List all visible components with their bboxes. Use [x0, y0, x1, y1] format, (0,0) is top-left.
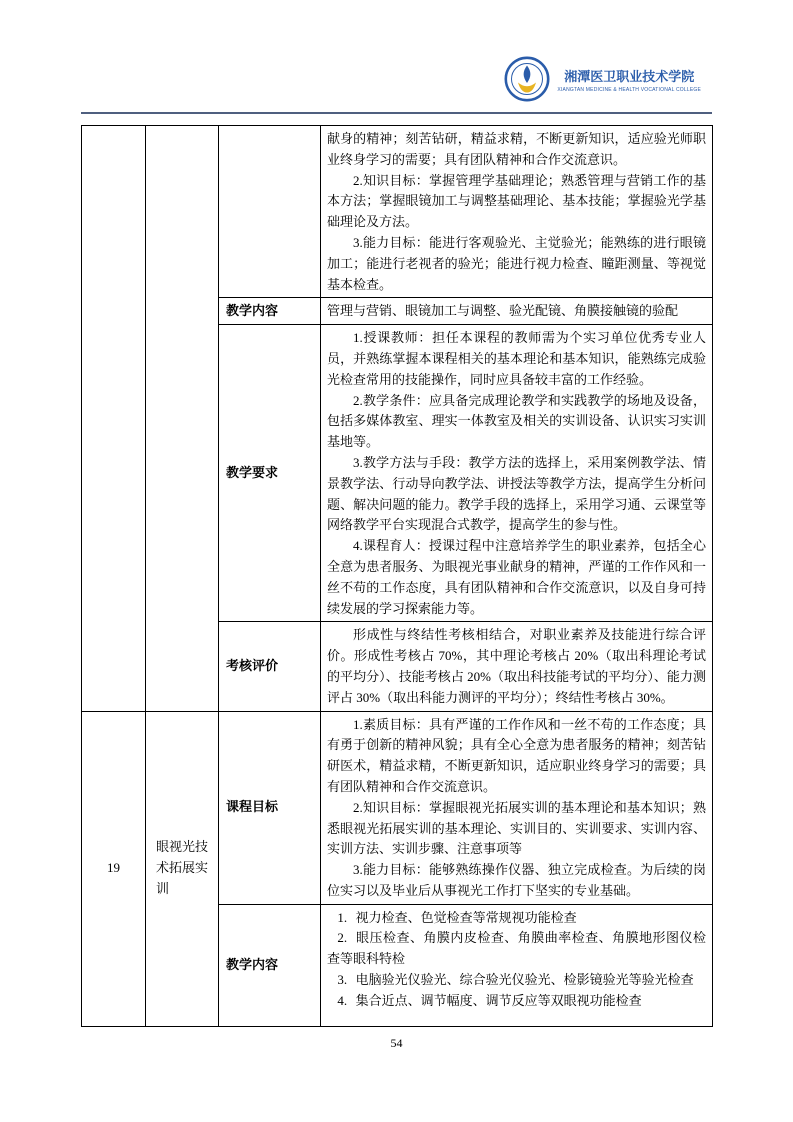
prev-assessment-cell: [321, 622, 713, 711]
list-item: [327, 970, 706, 991]
college-name-block: [557, 66, 701, 93]
paragraph: 1.素质目标：具有严谨的工作作风和一丝不苟的工作态度；具有勇于创新的精神风貌；具有全心全意为患者服务的精神；刻苦钻研医术，精益求精，不断更新知识，适应职业终身学习的需要；具有团队精神和合作交流意识。: [327, 716, 706, 794]
list-item: [327, 928, 706, 970]
page-header: [504, 56, 701, 102]
college-logo-icon: [504, 56, 550, 102]
list-item: [327, 908, 706, 929]
college-name-cn: 湘潭医卫职业技术学院: [564, 68, 695, 84]
course-outline-table: [81, 125, 713, 1027]
prev-teaching-requirements-cell: [321, 325, 713, 622]
list-item-number: 1.: [337, 909, 348, 925]
prev-teaching-requirements-label: 教学要求: [219, 325, 321, 622]
paragraph: 4.课程育人：授课过程中注意培养学生的职业素养，包括全心全意为患者服务、为眼视光事业献身的精神，严谨的工作作风和一丝不苟的工作态度，具有团队精神和合作交流意识，以及自身可持续发展的学习探索能力等。: [327, 538, 706, 616]
list-item: [327, 991, 706, 1012]
prev-course-name-cell: [146, 126, 219, 712]
paragraph: 献身的精神；刻苦钻研，精益求精，不断更新知识，适应验光师职业终身学习的需要；具有团队精神和合作交流意识。: [327, 131, 706, 167]
college-name-en: XIANGTAN MEDICINE & HEALTH VOCATIONAL COLLEGE: [557, 86, 701, 93]
page-number: 54: [390, 1036, 403, 1050]
list-item-text: 集合近点、调节幅度、调节反应等双眼视功能检查: [355, 992, 642, 1008]
prev-objectives-content-cell: [321, 126, 713, 298]
list-item-text: 电脑验光仪验光、综合验光仪验光、检影镜验光等验光检查: [355, 972, 694, 988]
list-item-number: 4.: [337, 992, 348, 1008]
list-item-number: 3.: [337, 972, 348, 988]
course19-teaching-content-cell: [321, 904, 713, 1026]
list-item-text: 眼压检查、角膜内皮检查、角膜曲率检查、角膜地形图仪检查等眼科特检: [327, 930, 706, 967]
header-divider: [81, 112, 712, 114]
prev-course-number-cell: [82, 126, 146, 712]
prev-assessment-label: 考核评价: [219, 622, 321, 711]
paragraph: 形成性与终结性考核相结合，对职业素养及技能进行综合评价。形成性考核占 70%，其中理论考核占 20%（取出科理论考试的平均分）、技能考核占 20%（取出科技能考试的平均分）、能力测评占 30%（取出科能力测评的平均分）；终结性考核占 30%。: [327, 627, 706, 705]
prev-teaching-content-label: 教学内容: [219, 298, 321, 325]
list-item-number: 2.: [337, 930, 348, 946]
course19-name-cell: 眼视光技术拓展实训: [146, 711, 219, 1026]
list-item-text: 视力检查、色觉检查等常规视功能检查: [355, 909, 577, 925]
prev-teaching-content-cell: [321, 298, 713, 325]
course19-number-cell: 19: [82, 711, 146, 1026]
paragraph: 3.能力目标：能进行客观验光、主觉验光；能熟练的进行眼镜加工；能进行老视者的验光；能进行视力检查、瞳距测量、等视觉基本检查。: [327, 234, 706, 292]
paragraph: 2.知识目标：掌握管理学基础理论；熟悉管理与营销工作的基本方法；掌握眼镜加工与调整基础理论、基本技能；掌握验光学基础理论及方法。: [327, 172, 706, 230]
prev-objectives-label-cell: [219, 126, 321, 298]
paragraph: 2.教学条件：应具备完成理论教学和实践教学的场地及设备，包括多媒体教室、理实一体教室及相关的实训设备、认识实习实训基地等。: [327, 392, 706, 450]
paragraph: 1.授课教师：担任本课程的教师需为个实习单位优秀专业人员，并熟练掌握本课程相关的基本理论和基本知识，能熟练完成验光检查常用的技能操作，同时应具备较丰富的工作经验。: [327, 330, 706, 387]
paragraph: 2.知识目标：掌握眼视光拓展实训的基本理论和基本知识；熟悉眼视光拓展实训的基本理论、实训目的、实训要求、实训内容、实训方法、实训步骤、注意事项等: [327, 799, 706, 857]
paragraph: 3.能力目标：能够熟练操作仪器、独立完成检查。为后续的岗位实习以及毕业后从事视光工作打下坚实的专业基础。: [327, 862, 706, 898]
course19-objectives-cell: [321, 711, 713, 904]
paragraph: 3.教学方法与手段：教学方法的选择上，采用案例教学法、情景教学法、行动导向教学法、讲授法等教学方法，提高学生分析问题、解决问题的能力。教学手段的选择上，采用学习通、云课堂等网络教学平台实现混合式教学，提高学生的参与性。: [327, 454, 706, 533]
paragraph: 管理与营销、眼镜加工与调整、验光配镜、角膜接触镜的验配: [327, 303, 679, 319]
course19-teaching-content-label: 教学内容: [219, 904, 321, 1026]
course19-objectives-label: 课程目标: [219, 711, 321, 904]
